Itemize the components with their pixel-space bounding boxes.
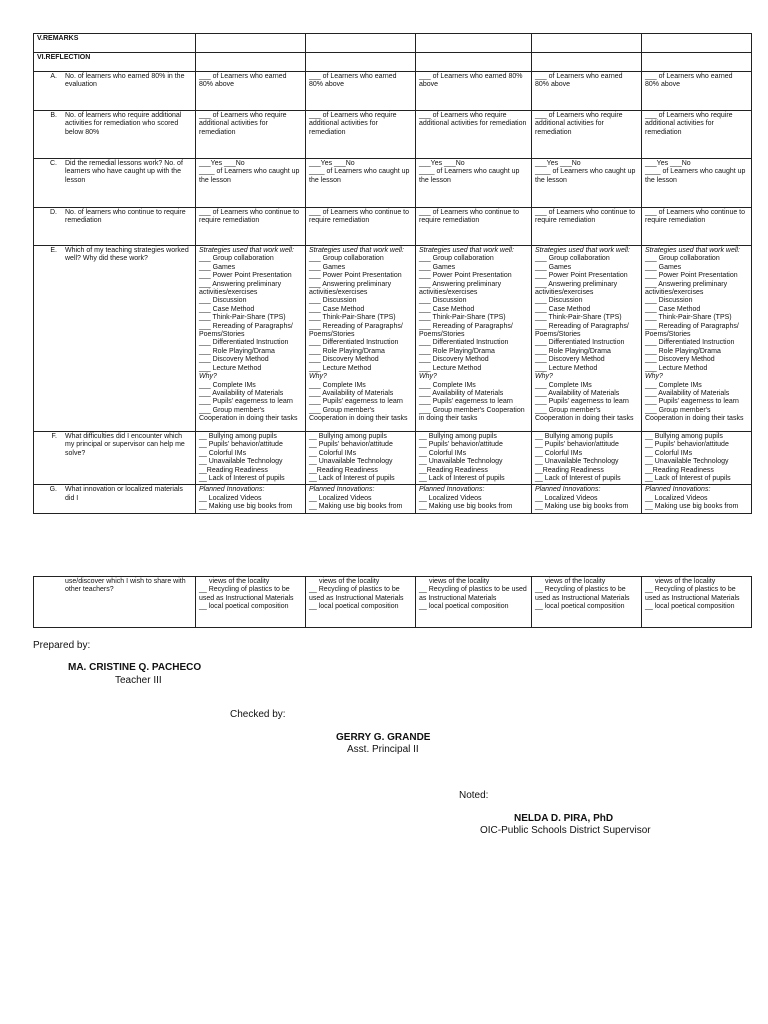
answer-cell: ___ of Learners who continue to require remediation	[306, 208, 416, 246]
why-option: ___ Group member's Cooperation in doing their tasks	[645, 406, 744, 423]
innovation-option: __ Localized Videos	[419, 494, 482, 502]
remarks-cell	[306, 34, 416, 53]
reflection-cell	[306, 53, 416, 72]
yes-no-options: ___Yes ___No	[535, 160, 581, 167]
yes-no-options: ___Yes ___No	[419, 160, 465, 167]
innovation-option: __ Localized Videos	[199, 494, 262, 502]
question-label-g	[34, 485, 196, 513]
innovation-option: views of the locality	[429, 578, 490, 585]
strategy-option: ___ Differentiated Instruction	[309, 339, 399, 347]
reflection-cell	[416, 53, 532, 72]
reflection-cell	[532, 53, 642, 72]
answer-cell: ___ of Learners who continue to require remediation	[532, 208, 642, 246]
difficulty-option: __ Lack of Interest of pupils	[199, 475, 285, 483]
difficulty-option: __ Lack of Interest of pupils	[645, 475, 731, 483]
strategy-option: ___ Group collaboration	[645, 255, 720, 263]
strategy-option: ___ Case Method	[419, 305, 475, 313]
difficulty-option: __ Bullying among pupils	[419, 433, 497, 440]
difficulty-option: __ Colorful IMs	[535, 449, 583, 457]
strategies-cell	[532, 246, 642, 432]
why-header: Why?	[199, 373, 217, 381]
innovations-cell	[532, 485, 642, 513]
innovation-option: __ local poetical composition	[535, 603, 625, 611]
strategy-option: ___ Answering preliminary activities/exercises	[199, 280, 282, 297]
strategy-option: ___ Think-Pair-Share (TPS)	[419, 314, 506, 322]
strategy-option: ___ Lecture Method	[645, 364, 708, 372]
why-option: ___ Pupils' eagerness to learn	[535, 398, 629, 406]
question-row-a	[34, 72, 752, 111]
strategy-option: ___ Games	[535, 263, 572, 271]
prepared-by-name: MA. CRISTINE Q. PACHECO	[68, 662, 202, 673]
difficulties-cell	[416, 432, 532, 485]
remarks-cell	[532, 34, 642, 53]
remarks-cell	[416, 34, 532, 53]
why-option: ___ Pupils' eagerness to learn	[309, 398, 403, 406]
strategy-option: ___ Think-Pair-Share (TPS)	[199, 314, 286, 322]
answer-cell: ___ of Learners who earned 80% above	[306, 72, 416, 111]
difficulty-option: __ Colorful IMs	[199, 449, 247, 457]
strategies-header: Strategies used that work well:	[645, 247, 740, 254]
strategy-option: ___ Discussion	[535, 297, 583, 305]
strategy-option: ___ Think-Pair-Share (TPS)	[645, 314, 732, 322]
question-label-g	[34, 577, 196, 628]
innovation-option: __ Recycling of plastics to be used as Instructional Materials	[535, 586, 630, 602]
strategies-header: Strategies used that work well:	[535, 247, 630, 254]
innovation-option: __ local poetical composition	[309, 603, 399, 611]
checked-by-title: Asst. Principal II	[347, 744, 419, 755]
strategy-option: ___ Power Point Presentation	[535, 272, 628, 280]
why-option: ___ Complete IMs	[645, 381, 702, 389]
why-header: Why?	[535, 373, 553, 381]
yes-no-options: ___Yes ___No	[199, 160, 245, 167]
strategy-option: ___ Discovery Method	[535, 356, 605, 364]
answer-cell: ___ of Learners who earned 80% above	[416, 72, 532, 111]
why-option: ___ Complete IMs	[419, 381, 476, 389]
answer-cell	[196, 159, 306, 208]
answer-cell: ___ of Learners who continue to require remediation	[642, 208, 752, 246]
strategy-option: ___ Discovery Method	[199, 356, 269, 364]
difficulty-option: __ Pupils' behavior/attitude	[199, 441, 283, 449]
innovation-option: __ Making use big books from	[419, 503, 513, 511]
question-text: What innovation or localized materials did I	[65, 486, 183, 502]
reflection-label: VI.REFLECTION	[34, 53, 196, 72]
why-header: Why?	[419, 373, 437, 381]
strategy-option: ___ Discussion	[419, 297, 467, 305]
answer-cell: ___ of Learners who require additional activities for remediation	[416, 111, 532, 159]
strategy-option: ___ Games	[645, 263, 682, 271]
innovations-header: Planned Innovations:	[535, 486, 601, 494]
difficulty-option: __ Pupils' behavior/attitude	[309, 441, 393, 449]
strategy-option: ___ Role Playing/Drama	[199, 347, 275, 355]
strategies-header: Strategies used that work well:	[199, 247, 294, 254]
yes-no-options: ___Yes ___No	[645, 160, 691, 167]
difficulty-option: __ Colorful IMs	[645, 449, 693, 457]
reflection-row	[34, 53, 752, 72]
reflection-cell	[196, 53, 306, 72]
difficulty-option: __Reading Readiness	[419, 466, 488, 474]
question-letter: B.	[50, 112, 57, 119]
strategy-option: ___ Lecture Method	[199, 364, 262, 372]
innovations-cell-continued	[642, 577, 752, 628]
question-row-b	[34, 111, 752, 159]
strategy-option: ___ Lecture Method	[309, 364, 372, 372]
strategy-option: ___ Think-Pair-Share (TPS)	[309, 314, 396, 322]
question-letter: D.	[50, 209, 57, 216]
strategies-cell	[196, 246, 306, 432]
difficulty-option: __ Bullying among pupils	[309, 433, 387, 440]
difficulty-option: __ Lack of Interest of pupils	[419, 475, 505, 483]
strategy-option: ___ Case Method	[645, 305, 701, 313]
difficulties-cell	[306, 432, 416, 485]
strategy-option: ___ Rereading of Paragraphs/ Poems/Stories	[419, 322, 513, 339]
strategies-cell	[416, 246, 532, 432]
strategy-option: ___ Rereading of Paragraphs/ Poems/Stories	[309, 322, 403, 339]
why-option: ___ Availability of Materials	[199, 389, 284, 397]
difficulty-option: __ Lack of Interest of pupils	[535, 475, 621, 483]
strategy-option: ___ Differentiated Instruction	[645, 339, 735, 347]
strategy-option: ___ Role Playing/Drama	[309, 347, 385, 355]
innovation-option: __ Making use big books from	[645, 503, 739, 511]
strategy-option: ___ Discussion	[199, 297, 247, 305]
difficulties-cell	[532, 432, 642, 485]
innovation-option: __ Recycling of plastics to be used as Instructional Materials	[645, 586, 740, 602]
difficulty-option: __ Pupils' behavior/attitude	[535, 441, 619, 449]
difficulty-option: __ Unavailable Technology	[419, 458, 503, 466]
strategy-option: ___ Power Point Presentation	[419, 272, 512, 280]
question-row-d	[34, 208, 752, 246]
innovations-cell-continued	[196, 577, 306, 628]
strategy-option: ___ Discovery Method	[419, 356, 489, 364]
innovations-cell-continued	[532, 577, 642, 628]
question-text: No. of learners who earned 80% in the evaluation	[65, 73, 185, 89]
innovation-option: views of the locality	[209, 578, 270, 585]
strategy-option: ___ Power Point Presentation	[199, 272, 292, 280]
strategy-option: ___ Games	[199, 263, 236, 271]
question-letter: G.	[49, 486, 57, 494]
innovation-option: __ Localized Videos	[535, 494, 598, 502]
caught-up-count: ____ of Learners who caught up the lesson	[535, 168, 636, 184]
why-option: ___ Availability of Materials	[535, 389, 620, 397]
remarks-cell	[642, 34, 752, 53]
answer-cell: ___ of Learners who earned 80% above	[196, 72, 306, 111]
caught-up-count: ____ of Learners who caught up the lesson	[419, 168, 520, 184]
difficulty-option: __ Pupils' behavior/attitude	[645, 441, 729, 449]
innovation-option: __ Recycling of plastics to be used as Instructional Materials	[419, 586, 527, 602]
strategy-option: ___ Role Playing/Drama	[535, 347, 611, 355]
innovation-option: __ Recycling of plastics to be used as Instructional Materials	[199, 586, 294, 602]
why-option: ___ Group member's Cooperation in doing their tasks	[199, 406, 298, 423]
strategy-option: ___ Rereading of Paragraphs/ Poems/Stories	[645, 322, 739, 339]
question-label-c	[34, 159, 196, 208]
why-option: ___ Group member's Cooperation in doing their tasks	[419, 406, 525, 423]
caught-up-count: ____ of Learners who caught up the lesson	[309, 168, 410, 184]
difficulty-option: __ Unavailable Technology	[309, 458, 393, 466]
strategy-option: ___ Lecture Method	[535, 364, 598, 372]
answer-cell	[306, 159, 416, 208]
checked-by-name: GERRY G. GRANDE	[336, 732, 431, 743]
strategy-option: ___ Case Method	[199, 305, 255, 313]
difficulty-option: __Reading Readiness	[535, 466, 604, 474]
difficulty-option: __ Lack of Interest of pupils	[309, 475, 395, 483]
innovations-cell	[416, 485, 532, 513]
difficulty-option: __ Pupils' behavior/attitude	[419, 441, 503, 449]
question-letter: E.	[50, 247, 57, 254]
innovations-cell-continued	[306, 577, 416, 628]
why-option: ___ Complete IMs	[535, 381, 592, 389]
strategy-option: ___ Differentiated Instruction	[199, 339, 289, 347]
question-label-d	[34, 208, 196, 246]
innovations-cell	[642, 485, 752, 513]
strategies-cell	[306, 246, 416, 432]
innovation-option: __ Making use big books from	[535, 503, 629, 511]
remarks-cell	[196, 34, 306, 53]
noted-name: NELDA D. PIRA, PhD	[514, 813, 614, 824]
difficulty-option: __ Unavailable Technology	[645, 458, 729, 466]
question-letter	[37, 578, 65, 595]
question-label-e	[34, 246, 196, 432]
question-text: Did the remedial lessons work? No. of learners who have caught up with the lesson	[65, 160, 183, 184]
question-text: No. of learners who continue to require remediation	[65, 209, 186, 225]
question-letter: C.	[50, 160, 57, 167]
caught-up-count: ____ of Learners who caught up the lesson	[199, 168, 300, 184]
strategy-option: ___ Answering preliminary activities/exercises	[419, 280, 502, 297]
strategy-option: ___ Answering preliminary activities/exercises	[535, 280, 618, 297]
strategy-option: ___ Differentiated Instruction	[419, 339, 509, 347]
innovation-option: __ local poetical composition	[199, 603, 289, 611]
reflection-table-continued	[33, 576, 752, 628]
difficulty-option: __Reading Readiness	[645, 466, 714, 474]
innovation-option: views of the locality	[319, 578, 380, 585]
innovation-option: __ Making use big books from	[309, 503, 403, 511]
difficulty-option: __ Unavailable Technology	[535, 458, 619, 466]
strategy-option: ___ Differentiated Instruction	[535, 339, 625, 347]
strategies-cell	[642, 246, 752, 432]
strategy-option: ___ Group collaboration	[535, 255, 610, 263]
difficulty-option: __Reading Readiness	[309, 466, 378, 474]
strategy-option: ___ Case Method	[535, 305, 591, 313]
why-option: ___ Availability of Materials	[419, 389, 504, 397]
strategies-header: Strategies used that work well:	[309, 247, 404, 254]
question-label-a	[34, 72, 196, 111]
strategy-option: ___ Think-Pair-Share (TPS)	[535, 314, 622, 322]
innovations-cell	[196, 485, 306, 513]
why-option: ___ Complete IMs	[309, 381, 366, 389]
strategy-option: ___ Answering preliminary activities/exercises	[309, 280, 392, 297]
innovations-header: Planned Innovations:	[309, 486, 375, 494]
reflection-cell	[642, 53, 752, 72]
strategy-option: ___ Discussion	[645, 297, 693, 305]
innovation-option: __ local poetical composition	[419, 603, 509, 611]
remarks-row	[34, 34, 752, 53]
why-header: Why?	[645, 373, 663, 381]
strategy-option: ___ Power Point Presentation	[309, 272, 402, 280]
remarks-label: V.REMARKS	[34, 34, 196, 53]
noted-label: Noted:	[459, 790, 489, 801]
strategy-option: ___ Discovery Method	[645, 356, 715, 364]
why-option: ___ Availability of Materials	[645, 389, 730, 397]
innovation-option: __ Recycling of plastics to be used as Instructional Materials	[309, 586, 404, 602]
innovations-cell-continued	[416, 577, 532, 628]
strategy-option: ___ Rereading of Paragraphs/ Poems/Stories	[199, 322, 293, 339]
answer-cell	[642, 159, 752, 208]
question-row-c	[34, 159, 752, 208]
innovation-option: views of the locality	[545, 578, 606, 585]
strategy-option: ___ Case Method	[309, 305, 365, 313]
difficulty-option: __ Unavailable Technology	[199, 458, 283, 466]
strategy-option: ___ Discovery Method	[309, 356, 379, 364]
question-letter: A.	[50, 73, 57, 80]
difficulty-option: __ Bullying among pupils	[199, 433, 277, 440]
question-label-f	[34, 432, 196, 485]
answer-cell	[416, 159, 532, 208]
strategy-option: ___ Group collaboration	[309, 255, 384, 263]
why-option: ___ Pupils' eagerness to learn	[419, 398, 513, 406]
strategy-option: ___ Power Point Presentation	[645, 272, 738, 280]
question-row-g	[34, 485, 752, 513]
answer-cell: ___ of Learners who require additional activities for remediation	[196, 111, 306, 159]
innovation-option: __ Making use big books from	[199, 503, 293, 511]
answer-cell: ___ of Learners who continue to require remediation	[416, 208, 532, 246]
why-option: ___ Complete IMs	[199, 381, 256, 389]
difficulties-cell	[642, 432, 752, 485]
difficulty-option: __ Colorful IMs	[419, 449, 467, 457]
strategy-option: ___ Group collaboration	[419, 255, 494, 263]
innovations-header: Planned Innovations:	[645, 486, 711, 494]
question-letter: F.	[51, 433, 57, 440]
difficulties-cell	[196, 432, 306, 485]
answer-cell: ___ of Learners who require additional activities for remediation	[532, 111, 642, 159]
answer-cell: ___ of Learners who earned 80% above	[532, 72, 642, 111]
strategy-option: ___ Rereading of Paragraphs/ Poems/Stories	[535, 322, 629, 339]
strategies-header: Strategies used that work well:	[419, 247, 514, 254]
question-row-e	[34, 246, 752, 432]
innovations-cell	[306, 485, 416, 513]
why-option: ___ Availability of Materials	[309, 389, 394, 397]
answer-cell: ___ of Learners who require additional activities for remediation	[306, 111, 416, 159]
question-label-b	[34, 111, 196, 159]
prepared-by-title: Teacher III	[115, 675, 162, 686]
question-row-g-continued	[34, 577, 752, 628]
answer-cell	[532, 159, 642, 208]
prepared-by-label: Prepared by:	[33, 640, 91, 651]
answer-cell: ___ of Learners who earned 80% above	[642, 72, 752, 111]
difficulty-option: __Reading Readiness	[199, 466, 268, 474]
difficulty-option: __ Bullying among pupils	[645, 433, 723, 440]
strategy-option: ___ Role Playing/Drama	[419, 347, 495, 355]
innovations-header: Planned Innovations:	[199, 486, 265, 494]
answer-cell: ___ of Learners who require additional activities for remediation	[642, 111, 752, 159]
strategy-option: ___ Group collaboration	[199, 255, 274, 263]
innovation-option: views of the locality	[655, 578, 716, 585]
difficulty-option: __ Bullying among pupils	[535, 433, 613, 440]
innovation-option: __ Localized Videos	[645, 494, 708, 502]
why-option: ___ Pupils' eagerness to learn	[645, 398, 739, 406]
reflection-table	[33, 33, 752, 514]
innovations-header: Planned Innovations:	[419, 486, 485, 494]
question-text: use/discover which I wish to share with other teachers?	[65, 578, 186, 594]
answer-cell: ___ of Learners who continue to require remediation	[196, 208, 306, 246]
yes-no-options: ___Yes ___No	[309, 160, 355, 167]
innovation-option: __ local poetical composition	[645, 603, 735, 611]
strategy-option: ___ Games	[309, 263, 346, 271]
strategy-option: ___ Games	[419, 263, 456, 271]
why-option: ___ Pupils' eagerness to learn	[199, 398, 293, 406]
innovation-option: __ Localized Videos	[309, 494, 372, 502]
difficulty-option: __ Colorful IMs	[309, 449, 357, 457]
strategy-option: ___ Role Playing/Drama	[645, 347, 721, 355]
question-text: No. of learners who require additional activities for remediation who scored below 80%	[65, 112, 182, 136]
why-option: ___ Group member's Cooperation in doing their tasks	[535, 406, 634, 423]
strategy-option: ___ Answering preliminary activities/exercises	[645, 280, 728, 297]
checked-by-label: Checked by:	[230, 709, 286, 720]
why-header: Why?	[309, 373, 327, 381]
question-text: What difficulties did I encounter which my principal or supervisor can help me solve?	[65, 433, 185, 457]
noted-title: OIC-Public Schools District Supervisor	[480, 825, 651, 836]
strategy-option: ___ Discussion	[309, 297, 357, 305]
question-row-f	[34, 432, 752, 485]
why-option: ___ Group member's Cooperation in doing their tasks	[309, 406, 408, 423]
strategy-option: ___ Lecture Method	[419, 364, 482, 372]
caught-up-count: ____ of Learners who caught up the lesson	[645, 168, 746, 184]
question-text: Which of my teaching strategies worked well? Why did these work?	[65, 247, 189, 263]
